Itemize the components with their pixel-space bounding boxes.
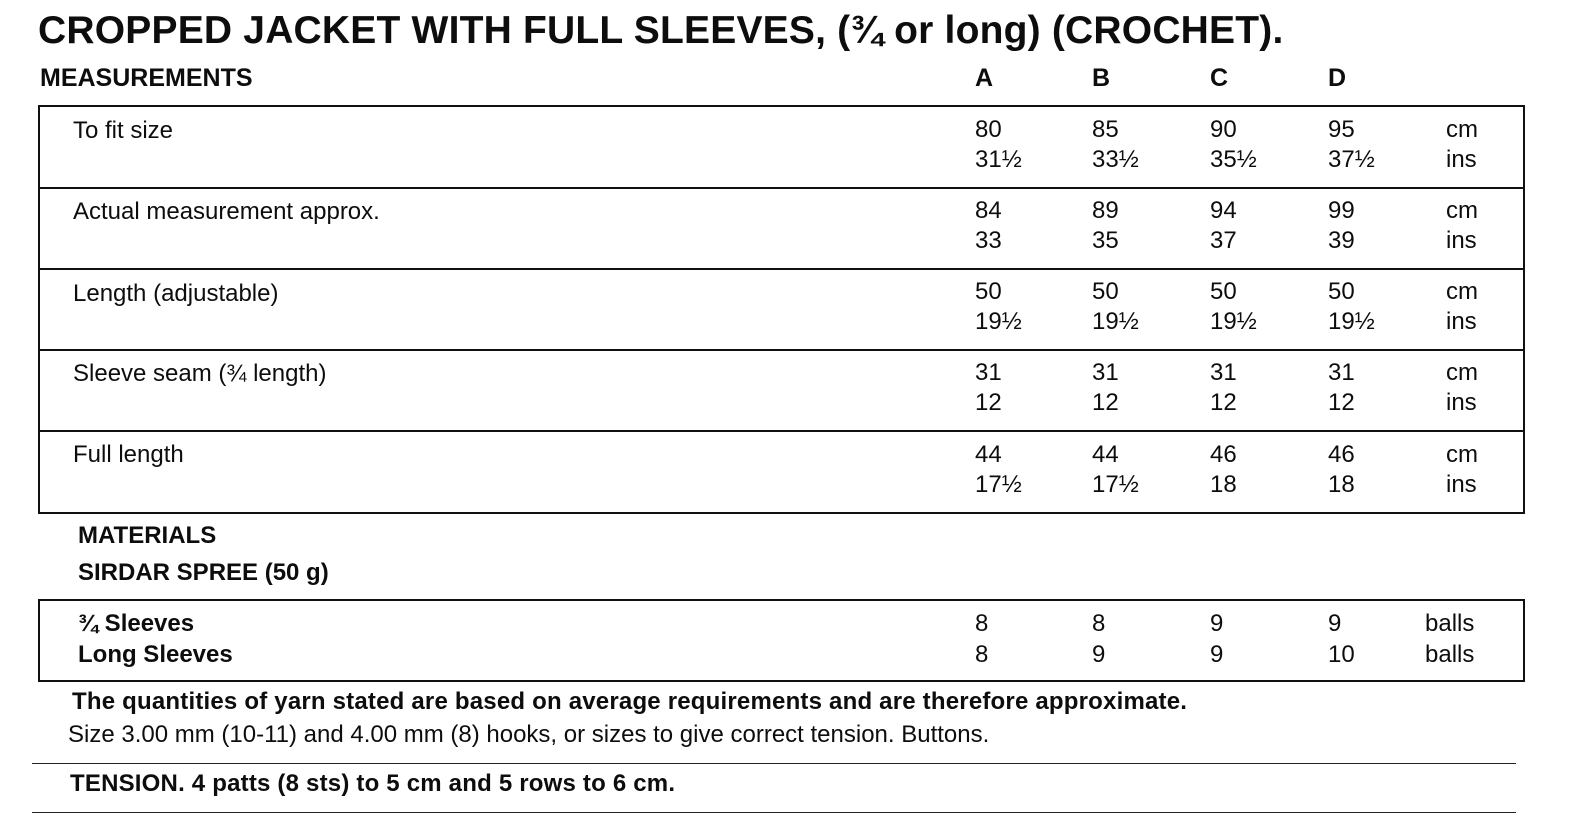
- divider: [32, 812, 1516, 813]
- column-header-d: D: [1328, 64, 1347, 92]
- value-ins: 17½: [975, 471, 1022, 498]
- value-cm: 31: [975, 359, 1002, 386]
- column-header-c: C: [1210, 64, 1229, 92]
- value-cm: 46: [1210, 441, 1237, 468]
- unit-ins: ins: [1446, 308, 1477, 335]
- unit-cm: cm: [1446, 359, 1478, 386]
- value-cm: 50: [1210, 278, 1237, 305]
- value-ins: 19½: [1210, 308, 1257, 335]
- unit-cm: cm: [1446, 197, 1478, 224]
- value-cm: 84: [975, 197, 1002, 224]
- unit-ins: ins: [1446, 227, 1477, 254]
- balls-value: 10: [1328, 641, 1355, 668]
- materials-heading: MATERIALS: [78, 522, 217, 549]
- balls-value: 9: [1210, 641, 1224, 668]
- materials-table: [38, 599, 1525, 682]
- row-divider: [40, 187, 1523, 189]
- row-label-three-quarter-sleeves: ¾ Sleeves: [78, 610, 195, 637]
- value-ins: 19½: [1092, 308, 1139, 335]
- value-ins: 31½: [975, 146, 1022, 173]
- value-ins: 37: [1210, 227, 1237, 254]
- value-ins: 12: [1210, 389, 1237, 416]
- value-ins: 18: [1328, 471, 1355, 498]
- value-cm: 31: [1210, 359, 1237, 386]
- row-label-length-adjustable: Length (adjustable): [73, 280, 279, 307]
- hooks-note: Size 3.00 mm (10-11) and 4.00 mm (8) hooks, or sizes to give correct tension. Buttons.: [68, 721, 990, 748]
- unit-cm: cm: [1446, 116, 1478, 143]
- unit-cm: cm: [1446, 441, 1478, 468]
- value-cm: 80: [975, 116, 1002, 143]
- row-label-long-sleeves: Long Sleeves: [78, 641, 233, 668]
- unit-balls: balls: [1425, 641, 1475, 668]
- value-cm: 99: [1328, 197, 1355, 224]
- value-cm: 90: [1210, 116, 1237, 143]
- measurements-table: [38, 105, 1525, 514]
- row-label-full-length: Full length: [73, 441, 184, 468]
- value-ins: 17½: [1092, 471, 1139, 498]
- balls-value: 9: [1210, 610, 1224, 637]
- column-header-a: A: [975, 64, 994, 92]
- value-cm: 50: [1328, 278, 1355, 305]
- row-label-actual-measurement: Actual measurement approx.: [73, 198, 380, 225]
- unit-balls: balls: [1425, 610, 1475, 637]
- unit-ins: ins: [1446, 389, 1477, 416]
- column-header-b: B: [1092, 64, 1111, 92]
- value-ins: 18: [1210, 471, 1237, 498]
- yarn-name: SIRDAR SPREE (50 g): [78, 559, 329, 586]
- value-cm: 31: [1092, 359, 1119, 386]
- balls-value: 8: [975, 641, 989, 668]
- value-ins: 35: [1092, 227, 1119, 254]
- value-cm: 44: [1092, 441, 1119, 468]
- value-ins: 35½: [1210, 146, 1257, 173]
- value-cm: 95: [1328, 116, 1355, 143]
- row-divider: [40, 430, 1523, 432]
- value-cm: 85: [1092, 116, 1119, 143]
- value-cm: 89: [1092, 197, 1119, 224]
- row-divider: [40, 349, 1523, 351]
- row-divider: [40, 268, 1523, 270]
- value-cm: 50: [1092, 278, 1119, 305]
- value-ins: 33: [975, 227, 1002, 254]
- value-ins: 12: [1092, 389, 1119, 416]
- value-ins: 12: [1328, 389, 1355, 416]
- value-cm: 44: [975, 441, 1002, 468]
- tension-note: TENSION. 4 patts (8 sts) to 5 cm and 5 rows to 6 cm.: [70, 770, 676, 797]
- row-label-sleeve-seam: Sleeve seam (¾ length): [73, 360, 327, 387]
- balls-value: 8: [1092, 610, 1106, 637]
- balls-value: 9: [1092, 641, 1106, 668]
- unit-cm: cm: [1446, 278, 1478, 305]
- value-cm: 46: [1328, 441, 1355, 468]
- row-label-to-fit-size: To fit size: [73, 117, 174, 144]
- value-ins: 12: [975, 389, 1002, 416]
- quantities-note: The quantities of yarn stated are based on average requirements and are therefore approximate.: [72, 688, 1188, 715]
- value-ins: 37½: [1328, 146, 1375, 173]
- unit-ins: ins: [1446, 471, 1477, 498]
- value-ins: 19½: [975, 308, 1022, 335]
- value-ins: 39: [1328, 227, 1355, 254]
- unit-ins: ins: [1446, 146, 1477, 173]
- measurements-heading: MEASUREMENTS: [40, 64, 253, 92]
- value-cm: 31: [1328, 359, 1355, 386]
- value-cm: 94: [1210, 197, 1237, 224]
- value-ins: 19½: [1328, 308, 1375, 335]
- page-title: CROPPED JACKET WITH FULL SLEEVES, (¾ or long) (CROCHET).: [38, 9, 1284, 52]
- balls-value: 9: [1328, 610, 1342, 637]
- value-cm: 50: [975, 278, 1002, 305]
- value-ins: 33½: [1092, 146, 1139, 173]
- balls-value: 8: [975, 610, 989, 637]
- divider: [32, 763, 1516, 764]
